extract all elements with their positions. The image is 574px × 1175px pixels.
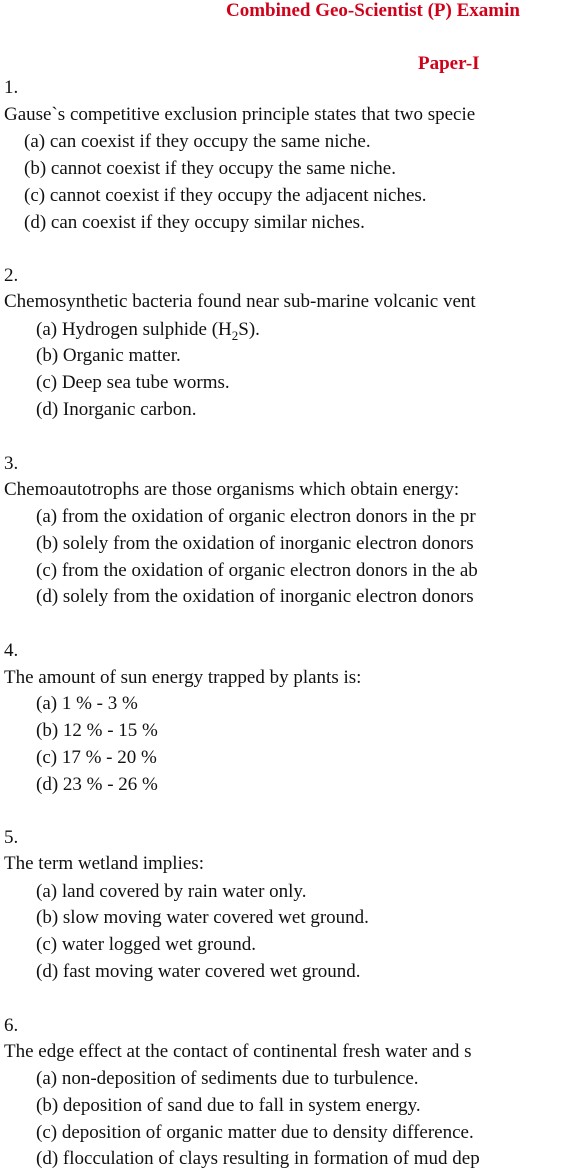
question-3-number: 3. (4, 453, 19, 474)
question-1-option-b: (b) cannot coexist if they occupy the same niche. (24, 158, 396, 179)
question-2-option-b: (b) Organic matter. (36, 345, 181, 366)
paper-title: Paper-I (418, 53, 480, 74)
question-2-number: 2. (4, 265, 19, 286)
question-5-number: 5. (4, 827, 19, 848)
question-6-option-b: (b) deposition of sand due to fall in system energy. (36, 1095, 421, 1116)
question-2-option-d: (d) Inorganic carbon. (36, 399, 197, 420)
question-5-option-b: (b) slow moving water covered wet ground. (36, 907, 369, 928)
question-2-text: Chemosynthetic bacteria found near sub-marine volcanic vent (4, 291, 476, 312)
question-3-option-a: (a) from the oxidation of organic electron donors in the pr (36, 506, 476, 527)
exam-title: Combined Geo-Scientist (P) Examin (226, 0, 520, 21)
question-6-number: 6. (4, 1015, 19, 1036)
question-3-option-d: (d) solely from the oxidation of inorganic electron donors (36, 586, 474, 607)
question-1-option-d: (d) can coexist if they occupy similar niches. (24, 212, 365, 233)
question-6-text: The edge effect at the contact of continental fresh water and s (4, 1041, 472, 1062)
option-a-before: (a) Hydrogen sulphide (H (36, 319, 232, 340)
question-2-option-a (36, 319, 260, 344)
question-6-option-d: (d) flocculation of clays resulting in formation of mud dep (36, 1148, 480, 1169)
question-5-option-c: (c) water logged wet ground. (36, 934, 257, 955)
question-1-option-a: (a) can coexist if they occupy the same niche. (24, 131, 371, 152)
question-5-text: The term wetland implies: (4, 853, 204, 874)
question-5-option-a: (a) land covered by rain water only. (36, 881, 307, 902)
question-3-text: Chemoautotrophs are those organisms which obtain energy: (4, 479, 460, 500)
question-4-number: 4. (4, 640, 19, 661)
question-3-option-b: (b) solely from the oxidation of inorganic electron donors (36, 533, 474, 554)
question-4-text: The amount of sun energy trapped by plants is: (4, 667, 362, 688)
question-6-option-a: (a) non-deposition of sediments due to turbulence. (36, 1068, 419, 1089)
question-1-option-c: (c) cannot coexist if they occupy the adjacent niches. (24, 185, 427, 206)
question-4-option-d: (d) 23 % - 26 % (36, 774, 158, 795)
subscript-2: 2 (231, 327, 239, 343)
question-4-option-a: (a) 1 % - 3 % (36, 693, 138, 714)
question-4-option-b: (b) 12 % - 15 % (36, 720, 158, 741)
question-2-option-c: (c) Deep sea tube worms. (36, 372, 230, 393)
question-1-text: Gause`s competitive exclusion principle states that two specie (4, 104, 476, 125)
question-5-option-d: (d) fast moving water covered wet ground. (36, 961, 361, 982)
option-a-after: S). (238, 319, 260, 340)
question-3-option-c: (c) from the oxidation of organic electron donors in the ab (36, 560, 478, 581)
question-4-option-c: (c) 17 % - 20 % (36, 747, 157, 768)
question-1-number: 1. (4, 77, 19, 98)
question-6-option-c: (c) deposition of organic matter due to density difference. (36, 1122, 474, 1143)
